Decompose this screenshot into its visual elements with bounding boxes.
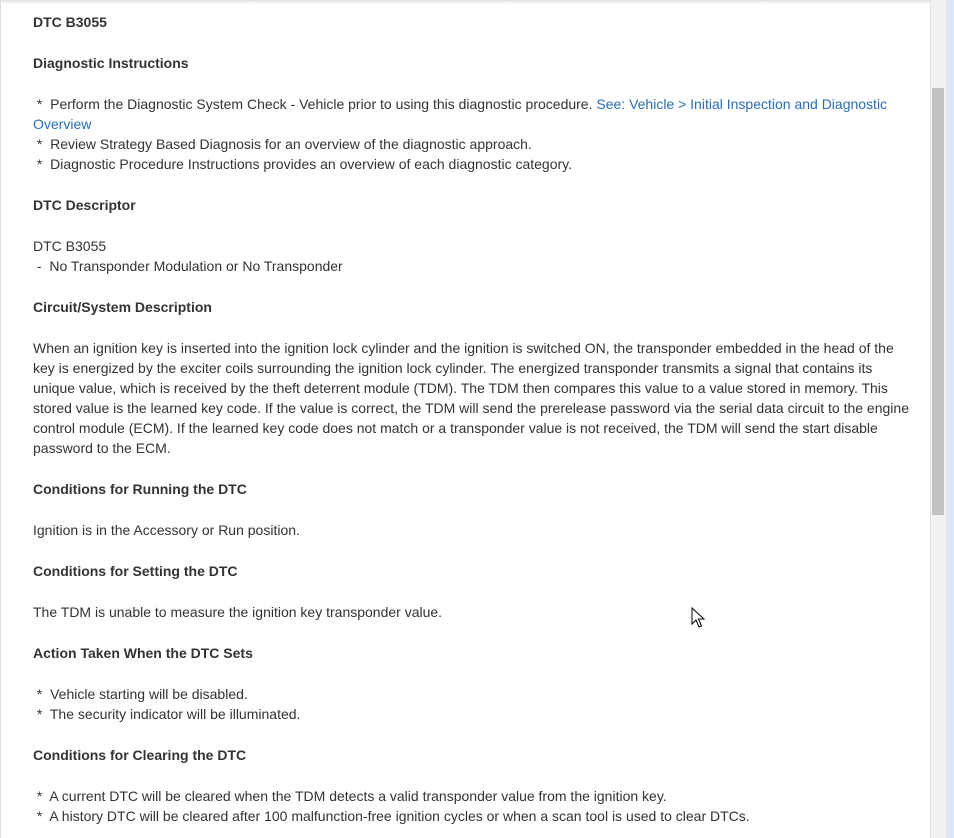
clearing-bullet-1: * A current DTC will be cleared when the TDM detects a valid transponder value from the ignition key. — [33, 788, 667, 804]
descriptor-text: - No Transponder Modulation or No Transponder — [33, 258, 343, 274]
dtc-title: DTC B3055 — [33, 14, 107, 30]
descriptor-code: DTC B3055 — [33, 238, 107, 254]
top-shadow — [1, 0, 931, 4]
action-taken-heading: Action Taken When the DTC Sets — [33, 645, 253, 661]
dtc-descriptor-heading: DTC Descriptor — [33, 197, 136, 213]
clearing-bullet-2: * A history DTC will be cleared after 100 malfunction-free ignition cycles or when a scan tool is used to clear DTCs. — [33, 808, 750, 824]
diagnostic-bullet-1-text: * Perform the Diagnostic System Check - Vehicle prior to using this diagnostic procedure. — [33, 96, 597, 112]
diagnostic-instructions-heading: Diagnostic Instructions — [33, 55, 189, 71]
conditions-setting-text: The TDM is unable to measure the ignition key transponder value. — [33, 604, 443, 620]
conditions-setting-heading: Conditions for Setting the DTC — [33, 563, 238, 579]
scrollbar-thumb[interactable] — [932, 88, 944, 515]
conditions-running-heading: Conditions for Running the DTC — [33, 481, 247, 497]
diagnostic-bullet-2: * Review Strategy Based Diagnosis for an overview of the diagnostic approach. — [33, 136, 532, 152]
diagnostic-bullet-3: * Diagnostic Procedure Instructions provides an overview of each diagnostic category. — [33, 156, 573, 172]
initial-inspection-link[interactable]: See: Vehicle > Initial Inspection and Diagnostic Overview — [33, 96, 891, 132]
circuit-description-text: When an ignition key is inserted into the ignition lock cylinder and the ignition is switched ON, the transponder embedded in the head of the key is energized by the exciter coils surrounding the ignition lock cylinder. The energized transponder transmits a signal that contains its unique value, which is received by the theft deterrent module (TDM). The TDM then compares this value to a value stored in memory. This stored value is the learned key code. If the value is correct, the TDM will send the prerelease password via the serial data circuit to the engine control module (ECM). If the learned key code does not match or a transponder value is not received, the TDM will send the start disable password to the ECM. — [33, 340, 909, 456]
window-edge — [946, 0, 954, 838]
conditions-clearing-heading: Conditions for Clearing the DTC — [33, 747, 247, 763]
document-content — [33, 12, 913, 826]
action-bullet-2: * The security indicator will be illuminated. — [33, 706, 301, 722]
mouse-pointer-icon — [691, 607, 705, 629]
action-bullet-1: * Vehicle starting will be disabled. — [33, 686, 248, 702]
conditions-running-text: Ignition is in the Accessory or Run position. — [33, 522, 300, 538]
diagnostic-bullet-1 — [33, 94, 913, 134]
circuit-description-heading: Circuit/System Description — [33, 299, 212, 315]
